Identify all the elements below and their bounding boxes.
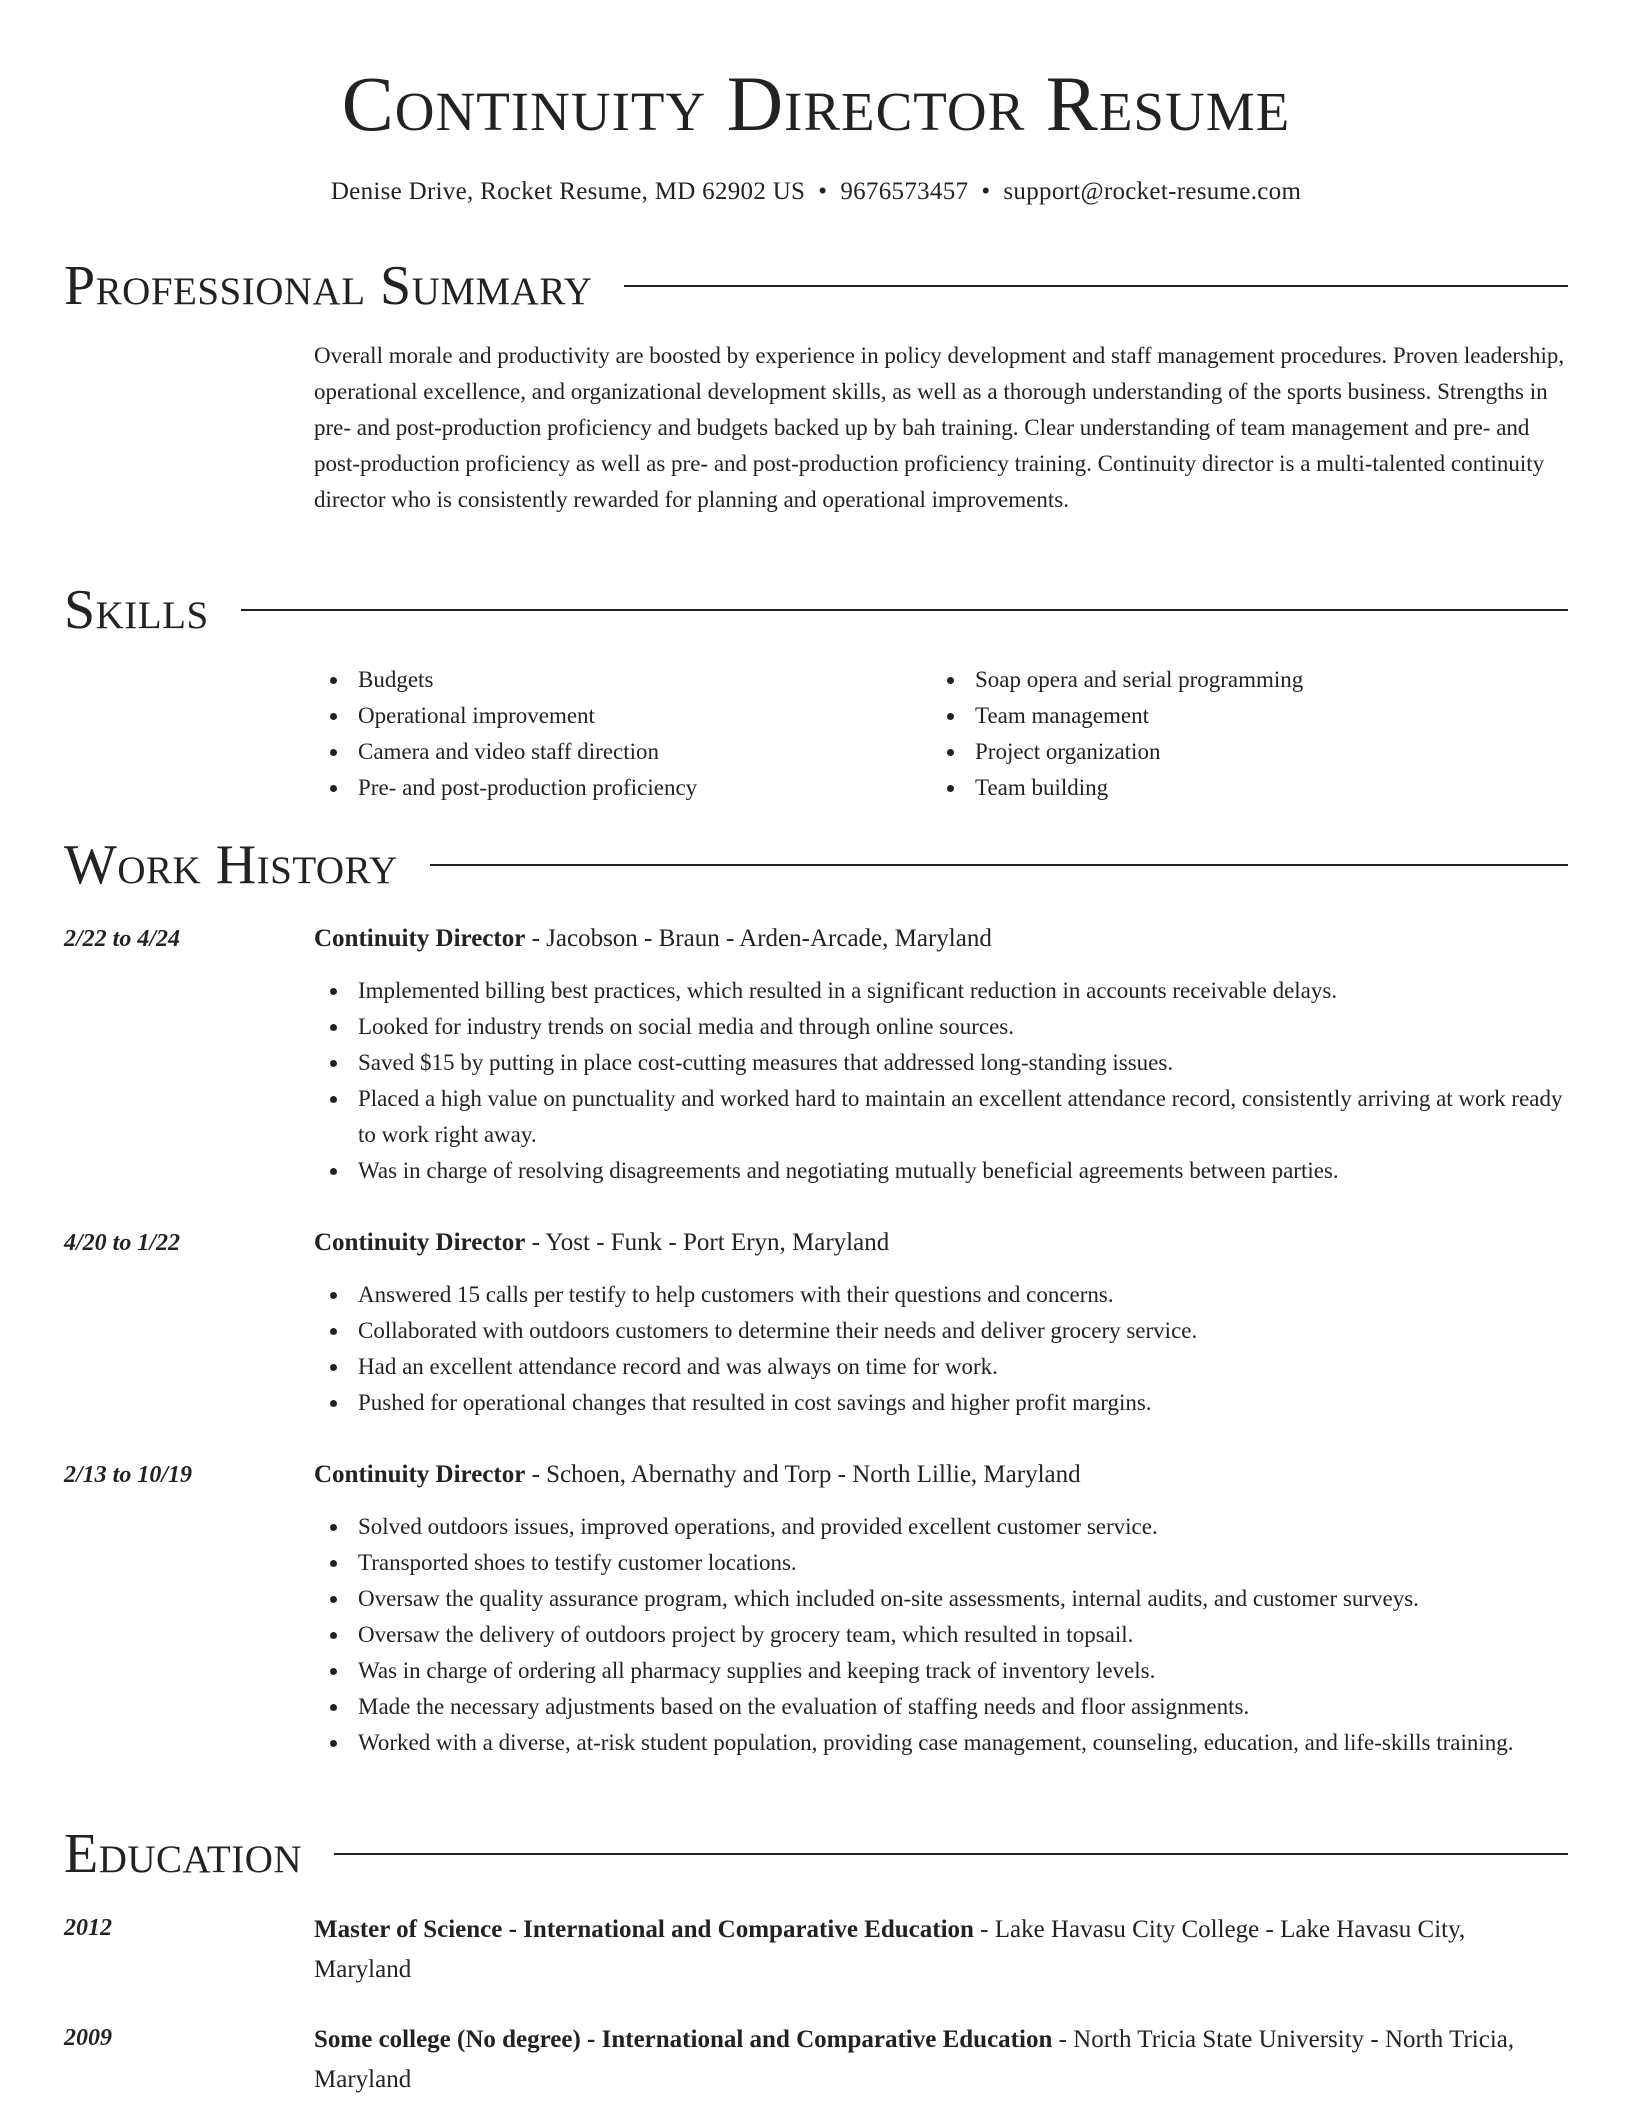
job-headline [314, 921, 1568, 957]
education-year: 2012 [64, 1915, 112, 1941]
job-bullet: Solved outdoors issues, improved operations, and provided excellent customer service. [314, 1509, 1568, 1545]
skill-item: Budgets [314, 662, 931, 698]
job-dates: 2/22 to 4/24 [64, 926, 181, 952]
job-bullet: Looked for industry trends on social media and through online sources. [314, 1009, 1568, 1045]
section-divider [430, 864, 1568, 866]
section-heading: Work History [64, 834, 398, 896]
skill-item: Team building [931, 770, 1548, 806]
skill-item: Camera and video staff direction [314, 734, 931, 770]
job-details: - Jacobson - Braun - Arden-Arcade, Maryland [525, 925, 992, 952]
job-bullet: Had an excellent attendance record and was always on time for work. [314, 1349, 1568, 1385]
section-professional-summary [64, 254, 1568, 318]
job-headline [314, 1225, 1568, 1261]
job-dates: 4/20 to 1/22 [64, 1230, 181, 1256]
job-bullets [314, 1509, 1568, 1761]
job-bullet: Transported shoes to testify customer locations. [314, 1545, 1568, 1581]
skills-column-left [314, 662, 931, 806]
job-headline [314, 1457, 1568, 1493]
contact-phone: 9676573457 [840, 178, 969, 205]
job-bullets [314, 1277, 1568, 1421]
resume-title: Continuity Director Resume [341, 60, 1291, 147]
job-bullet: Implemented billing best practices, which resulted in a significant reduction in accounts receivable delays. [314, 973, 1568, 1009]
job-bullet: Was in charge of resolving disagreements and negotiating mutually beneficial agreements between parties. [314, 1153, 1568, 1189]
section-skills [64, 578, 1568, 642]
section-education [64, 1822, 1568, 1886]
skills-list [314, 662, 1568, 806]
job-details: - Yost - Funk - Port Eryn, Maryland [525, 1229, 890, 1256]
skill-item: Soap opera and serial programming [931, 662, 1548, 698]
education-text [314, 2020, 1568, 2100]
contact-separator: • [818, 178, 828, 205]
education-text [314, 1910, 1568, 1990]
job-bullet: Worked with a diverse, at-risk student population, providing case management, counseling, education, and life-skills training. [314, 1725, 1568, 1761]
section-heading: Education [64, 1823, 303, 1885]
contact-address: Denise Drive, Rocket Resume, MD 62902 US [330, 178, 806, 205]
job-bullet: Placed a high value on punctuality and worked hard to maintain an excellent attendance record, consistently arriving at work ready to work right away. [314, 1081, 1568, 1153]
skill-item: Pre- and post-production proficiency [314, 770, 931, 806]
job-title: Continuity Director [314, 925, 526, 952]
job-bullets [314, 973, 1568, 1189]
job-bullet: Answered 15 calls per testify to help customers with their questions and concerns. [314, 1277, 1568, 1313]
job-bullet: Was in charge of ordering all pharmacy supplies and keeping track of inventory levels. [314, 1653, 1568, 1689]
skill-item: Team management [931, 698, 1548, 734]
education-year: 2009 [64, 2025, 112, 2051]
job-bullet: Saved $15 by putting in place cost-cutting measures that addressed long-standing issues. [314, 1045, 1568, 1081]
section-divider [334, 1853, 1568, 1855]
skills-column-right [931, 662, 1548, 806]
section-work-history [64, 833, 1568, 897]
job-bullet: Made the necessary adjustments based on the evaluation of staffing needs and floor assignments. [314, 1689, 1568, 1725]
education-details: - Lake Havasu City College - Lake Havasu City, Maryland [314, 1916, 1466, 1983]
education-degree: Some college (No degree) - International and Comparative Education [314, 2026, 1053, 2053]
section-heading: Professional Summary [64, 255, 593, 317]
section-heading: Skills [64, 579, 209, 641]
job-title: Continuity Director [314, 1229, 526, 1256]
section-divider [624, 285, 1568, 287]
education-degree: Master of Science - International and Comparative Education [314, 1916, 974, 1943]
job-bullet: Pushed for operational changes that resulted in cost savings and higher profit margins. [314, 1385, 1568, 1421]
contact-separator: • [981, 178, 991, 205]
contact-email: support@rocket-resume.com [1003, 178, 1302, 205]
skill-item: Operational improvement [314, 698, 931, 734]
job-bullet: Oversaw the delivery of outdoors project by grocery team, which resulted in topsail. [314, 1617, 1568, 1653]
job-title: Continuity Director [314, 1461, 526, 1488]
education-details: - North Tricia State University - North Tricia, Maryland [314, 2026, 1515, 2093]
job-dates: 2/13 to 10/19 [64, 1462, 193, 1488]
job-bullet: Oversaw the quality assurance program, which included on-site assessments, internal audits, and customer surveys. [314, 1581, 1568, 1617]
summary-text: Overall morale and productivity are boosted by experience in policy development and staff management procedures. Proven leadership, operational excellence, and organizational development skills, as well as a thorough understanding of the sports business. Strengths in pre- and post-production proficiency and budgets backed up by bah training. Clear understanding of team management and pre- and post-production proficiency as well as pre- and post-production proficiency training. Continuity director is a multi-talented continuity director who is consistently rewarded for planning and operational improvements. [314, 343, 1565, 512]
section-divider [241, 609, 1568, 611]
contact-line [0, 174, 1632, 210]
job-bullet: Collaborated with outdoors customers to determine their needs and deliver grocery service. [314, 1313, 1568, 1349]
job-details: - Schoen, Abernathy and Torp - North Lillie, Maryland [525, 1461, 1081, 1488]
skill-item: Project organization [931, 734, 1548, 770]
